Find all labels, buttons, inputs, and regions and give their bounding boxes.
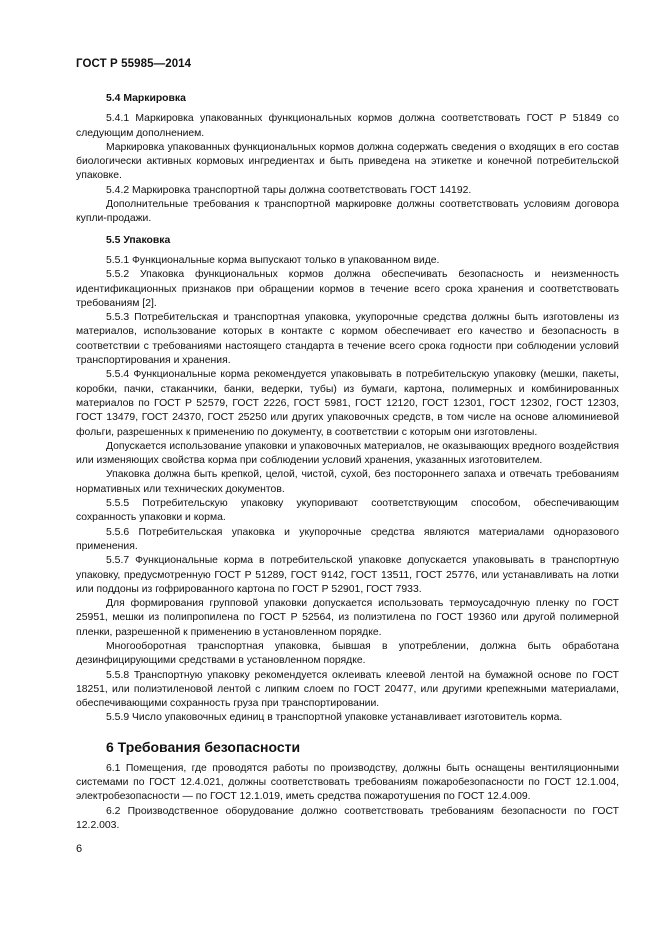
paragraph: 5.4.1 Маркировка упакованных функциональных кормов должна соответствовать ГОСТ Р 51849 со следующим дополнением. [76,113,619,139]
document-id: ГОСТ Р 55985—2014 [76,58,192,70]
paragraph: Многооборотная транспортная упаковка, бывшая в употреблении, должна быть обработана дезинфицирующими средствами в установленном порядке. [76,640,619,667]
page-number: 6 [76,843,83,855]
paragraph: 5.5.8 Транспортную упаковку рекомендуется оклеивать клеевой лентой на бумажной основе по ГОСТ 18251, или полиэтиленовой лентой с липким слоем по ГОСТ 20477, или другими крепежными материалами, обеспечивающими сохранность груза при транспортировании. [76,669,619,710]
paragraph: 5.5.9 Число упаковочных единиц в транспортной упаковке устанавливает изготовитель корма. [106,712,563,724]
paragraph: 6.1 Помещения, где проводятся работы по производству, должны быть оснащены вентиляционными системами по ГОСТ 12.4.021, должны соответствовать требованиям пожаробезопасности по ГОСТ 12.1.004, электробезопасности — по ГОСТ 12.1.019, иметь средства пожаротушения по ГОСТ 12.4.009. [76,762,619,803]
paragraph: Упаковка должна быть крепкой, целой, чистой, сухой, без постороннего запаха и отвечать требованиям нормативных или технических документов. [76,469,619,495]
paragraph: Для формирования групповой упаковки допускается использовать термоусадочную пленку по ГОСТ 25951, мешки из полипропилена по ГОСТ Р 52564, из полиэтилена по ГОСТ 19360 или другой полимерной пленки, разрешенной к применению в установленном порядке. [76,598,619,638]
section-6-title: 6 Требования безопасности [106,738,301,755]
paragraph: 5.5.3 Потребительская и транспортная упаковка, укупорочные средства должны быть изготовлены из материалов, использование которых в контакте с кормом обеспечивает его качество и безопасность в соответствии с требованиями настоящего стандарта в течение всего срока годности при соблюдении условий транспортирования и хранения. [76,312,619,367]
section-5-5-title: 5.5 Упаковка [106,234,171,246]
paragraph: 5.5.4 Функциональные корма рекомендуется упаковывать в потребительскую упаковку (мешки, пакеты, коробки, пачки, стаканчики, банки, ведерки, тубы) из бумаги, картона, полимерных и комбинированных материалов по ГОСТ Р 52579, ГОСТ 2226, ГОСТ 5981, ГОСТ 12120, ГОСТ 12301, ГОСТ 12302, ГОСТ 12303, ГОСТ 13479, ГОСТ 24370, ГОСТ 25250 или других упаковочных средств, в том числе на основе алюминиевой фольги, разрешенных к применению по документу, в соответствии с которым они изготовлены. [76,369,619,438]
paragraph: Дополнительные требования к транспортной маркировке должны соответствовать условиям договора купли-продажи. [76,199,619,225]
paragraph: 5.5.1 Функциональные корма выпускают только в упакованном виде. [106,254,440,266]
paragraph: 5.5.2 Упаковка функциональных кормов должна обеспечивать безопасность и неизменность идентификационных признаков при обращении кормов в течение всего срока хранения и соответствовать требованиям [2]. [76,269,619,309]
page-content [76,92,619,833]
paragraph: 5.4.2 Маркировка транспортной тары должна соответствовать ГОСТ 14192. [106,184,472,196]
paragraph: 5.5.7 Функциональные корма в потребительской упаковке допускается упаковывать в транспортную упаковку, предусмотренную ГОСТ Р 51289, ГОСТ 9142, ГОСТ 13511, ГОСТ 25776, или устанавливать на лотки или поддоны из гофрированного картона по ГОСТ Р 52901, ГОСТ 7933. [76,555,619,595]
section-5-4-title: 5.4 Маркировка [106,93,186,104]
paragraph: 6.2 Производственное оборудование должно соответствовать требованиям безопасности по ГОСТ 12.2.003. [76,805,619,831]
paragraph: 5.5.6 Потребительская упаковка и укупорочные средства являются материалами одноразового применения. [76,526,619,552]
paragraph: Маркировка упакованных функциональных кормов должна содержать сведения о входящих в его состав биологически активных кормовых ингредиентах и быть приведена на этикетке и конечной потребительской упаковке. [76,141,619,182]
paragraph: 5.5.5 Потребительскую упаковку укупоривают соответствующим способом, обеспечивающим сохранность упаковки и корма. [76,498,619,524]
paragraph: Допускается использование упаковки и упаковочных материалов, не оказывающих вредного воздействия или изменяющих свойства корма при соблюдении условий хранения, указанных изготовителем. [76,440,619,467]
